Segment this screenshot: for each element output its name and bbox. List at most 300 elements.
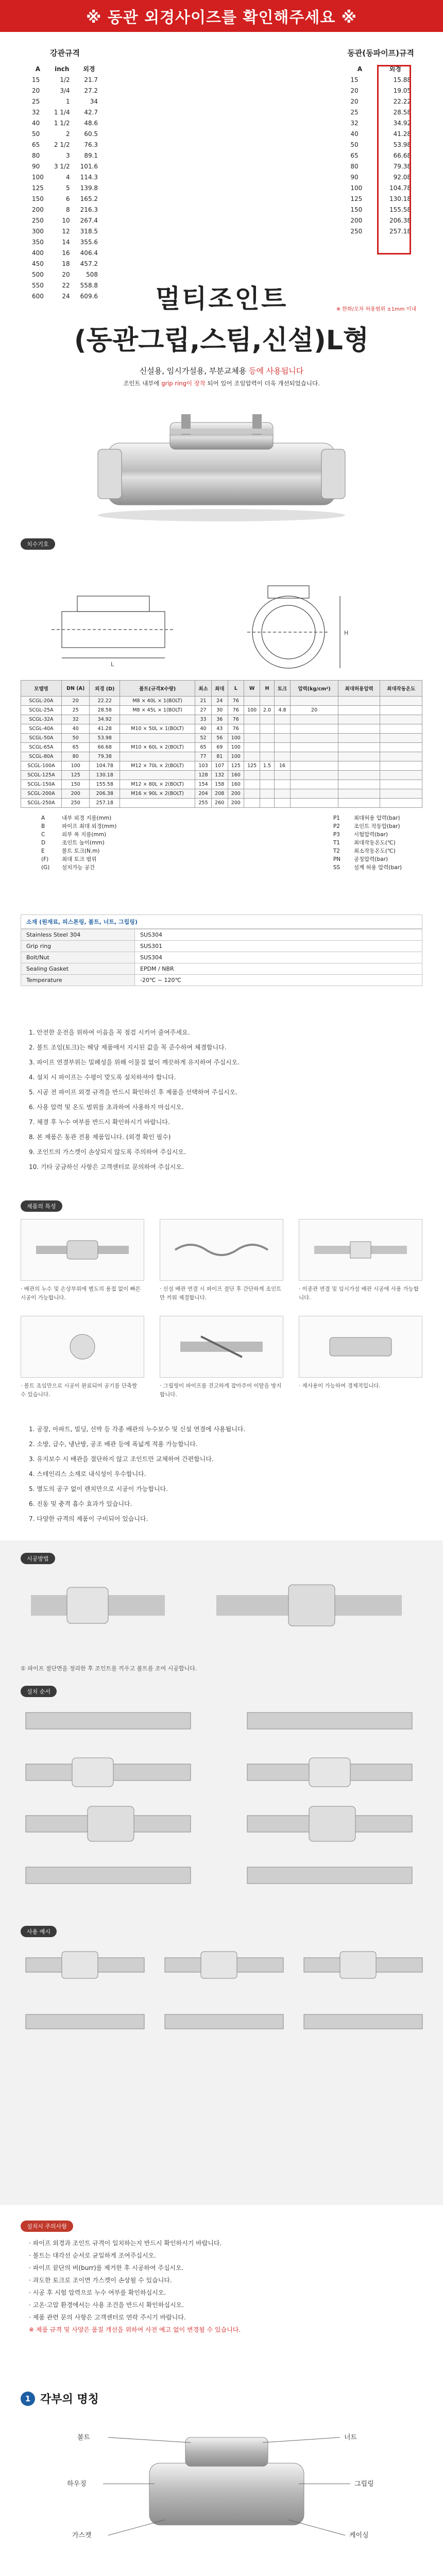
install-caption-4: · 볼트 조임만으로 시공이 완료되어 공기를 단축할 수 있습니다. [21, 1383, 138, 1398]
spec-cell [244, 724, 260, 734]
spec-cell: 28.58 [90, 706, 120, 715]
steel-cell: 89.1 [84, 151, 98, 159]
spec-cell: 41.28 [90, 724, 120, 734]
steel-row [27, 74, 103, 85]
feature-item: 1. 공장, 아파트, 빌딩, 선박 등 각종 배관의 누수보수 및 신설 연결에 사용됩니다. [29, 1426, 246, 1433]
feature-item: 5. 별도의 공구 없이 렌치만으로 시공이 가능합니다. [29, 1485, 168, 1493]
symbol-desc: 최소작동온도(℃) [353, 848, 396, 854]
spec-cell [380, 706, 422, 715]
steel-cell: 12 [62, 227, 70, 235]
spec-cell: 65 [195, 743, 212, 752]
spec-cell [338, 706, 380, 715]
symbol-desc: 시험압력(bar) [353, 832, 388, 838]
spec-cell: 69 [211, 743, 228, 752]
guide-item: · 파이프 끝단의 버(burr)를 제거한 후 시공하여 주십시오. [29, 2264, 184, 2272]
spec-cell [274, 780, 291, 789]
feature-item: 4. 스테인리스 소재로 내식성이 우수합니다. [29, 1470, 146, 1478]
steel-cell: 450 [32, 260, 44, 267]
spec-cell [291, 743, 338, 752]
copper-cell: 22.22 [393, 97, 411, 105]
usage-step-caption: ① 파이프 절단면을 정리한 후 조인트를 끼우고 볼트를 조여 시공합니다. [21, 1665, 197, 1672]
spec-cell [244, 697, 260, 706]
spec-cell: 2.0 [260, 706, 274, 715]
steel-cell: 609.6 [80, 292, 98, 300]
install-photo-6 [299, 1316, 422, 1378]
spec-cell [274, 697, 291, 706]
spec-cell: SCGL-32A [21, 715, 62, 724]
spec-cell [274, 743, 291, 752]
spec-cell [338, 780, 380, 789]
spec-cell [380, 743, 422, 752]
spec-cell: 24 [211, 697, 228, 706]
steel-cell: 267.4 [80, 216, 98, 224]
spec-cell [120, 715, 195, 724]
spec-cell: 100 [228, 752, 244, 761]
steel-cell: 300 [32, 227, 44, 235]
spec-cell [338, 761, 380, 771]
install-caption-2: · 신설 배관 연결 시 파이프 절단 후 간단하게 조인트만 끼워 체결합니다. [160, 1286, 282, 1301]
copper-cell: 28.58 [393, 108, 411, 116]
steel-cell: 200 [32, 206, 44, 213]
spec-cell: 160 [228, 771, 244, 780]
steel-row [27, 107, 103, 117]
spec-cell: 76 [228, 724, 244, 734]
spec-cell [244, 799, 260, 808]
steel-cell: 21.7 [84, 76, 98, 83]
spec-cell [260, 734, 274, 743]
spec-header-cell: W [244, 681, 260, 697]
steel-cell: 2 1/2 [54, 141, 70, 148]
spec-table-section [0, 680, 443, 808]
product-subtitle: (동관그립,스팀,신설)L형 [74, 325, 369, 356]
material-value: SUS301 [135, 941, 422, 952]
spec-cell [120, 734, 195, 743]
copper-cell: 155.58 [389, 206, 411, 213]
material-key: Temperature [21, 975, 135, 986]
spec-cell [260, 771, 274, 780]
steel-header-row [27, 63, 103, 74]
spec-cell: SCGL-40A [21, 724, 62, 734]
spec-cell [260, 789, 274, 799]
steel-cell: 3 1/2 [54, 162, 70, 170]
spec-cell [380, 697, 422, 706]
spec-cell: 260 [211, 799, 228, 808]
symbol-key: D [41, 840, 46, 846]
feature-item: 7. 다양한 규격의 제품이 구비되어 있습니다. [29, 1515, 148, 1522]
spec-row [21, 715, 422, 724]
spec-cell: 30 [211, 706, 228, 715]
spec-cell: M16 × 90L × 2(BOLT) [120, 789, 195, 799]
copper-cell: 34.92 [393, 119, 411, 127]
material-value: -20℃ ~ 120℃ [135, 975, 422, 986]
copper-cell: 90 [350, 173, 359, 181]
spec-cell [291, 761, 338, 771]
symbols-left [41, 814, 116, 872]
symbol-key: SS [333, 865, 340, 871]
spec-row [21, 752, 422, 761]
spec-cell: M8 × 40L × 1(BOLT) [120, 697, 195, 706]
steel-header-cell: 외경 [83, 65, 95, 73]
symbol-key: B [41, 823, 45, 829]
steel-row [27, 128, 103, 139]
spec-cell: SCGL-100A [21, 761, 62, 771]
steel-cell: 27.2 [84, 87, 98, 94]
steel-size-table [27, 44, 103, 301]
spec-cell: M8 × 45L × 1(BOLT) [120, 706, 195, 715]
copper-cell: 80 [350, 162, 359, 170]
spec-header-cell: 최소 [195, 681, 212, 697]
spec-header-cell: 압력(kg/cm²) [291, 681, 338, 697]
spec-cell: 40 [195, 724, 212, 734]
spec-cell: M12 × 70L × 2(BOLT) [120, 761, 195, 771]
symbols-section [0, 814, 443, 872]
spec-header-cell: 모델명 [21, 681, 62, 697]
copper-header-cell: A [357, 65, 363, 73]
steel-cell: 3/4 [60, 87, 70, 94]
spec-cell [338, 799, 380, 808]
spec-cell: 4.8 [274, 706, 291, 715]
symbol-row [41, 831, 116, 839]
steel-cell: 22 [62, 281, 70, 289]
material-row [21, 975, 422, 986]
symbol-desc: 설계 허용 압력(bar) [353, 865, 402, 871]
spec-row [21, 734, 422, 743]
copper-cell: 65 [350, 151, 359, 159]
steel-row [27, 96, 103, 107]
spec-cell: 255 [195, 799, 212, 808]
spec-cell [338, 715, 380, 724]
symbol-desc: 볼트 토크(N.m) [62, 848, 100, 854]
spec-cell: SCGL-80A [21, 752, 62, 761]
features-list [0, 1422, 443, 1527]
spec-cell [380, 780, 422, 789]
spec-cell: 158 [211, 780, 228, 789]
spec-cell: 81 [211, 752, 228, 761]
symbol-desc: 최대허용 압력(bar) [353, 815, 400, 821]
steel-table-title: 강관규격 [50, 48, 80, 58]
steel-cell: 125 [32, 184, 44, 192]
banner-text: ※ 동관 외경사이즈를 확인해주세요 ※ [86, 9, 357, 27]
copper-cell: 125 [350, 195, 363, 202]
svg-text:H: H [344, 630, 349, 636]
spec-cell [291, 752, 338, 761]
symbol-key: P1 [333, 815, 340, 821]
steel-cell: 165.2 [80, 195, 98, 202]
spec-cell [291, 697, 338, 706]
spec-cell [338, 771, 380, 780]
spec-cell [380, 799, 422, 808]
usage-examples-diagram [0, 1937, 443, 2071]
material-key: Sealing Gasket [21, 963, 135, 975]
svg-text:L: L [111, 661, 114, 668]
spec-cell [380, 752, 422, 761]
size-tables [0, 32, 443, 301]
steel-cell: 60.5 [84, 130, 98, 138]
steel-cell: 20 [62, 270, 70, 278]
steel-row [27, 150, 103, 161]
spec-cell: 155.58 [90, 780, 120, 789]
spec-row [21, 724, 422, 734]
material-row [21, 941, 422, 952]
symbol-desc: 설치가능 공간 [62, 865, 95, 871]
steel-cell: 6 [66, 195, 70, 202]
steel-cell: 2 [66, 130, 70, 138]
parts-diagram [0, 2406, 443, 2571]
guide-item: · 볼트는 대각선 순서로 균일하게 조여주십시오. [29, 2252, 156, 2259]
note-item: 6. 사용 압력 및 온도 범위를 초과하여 사용하지 마십시오. [29, 1104, 184, 1111]
steel-cell: 34 [90, 97, 98, 105]
spec-cell [291, 771, 338, 780]
dimension-label: 치수기호 [21, 538, 55, 550]
spec-cell: 200 [228, 789, 244, 799]
steel-cell: 48.6 [84, 119, 98, 127]
symbol-row [333, 847, 402, 855]
spec-cell [274, 724, 291, 734]
materials-header: 소재 (원재료, 피스톤링, 볼트, 너트, 그립링) [21, 915, 422, 929]
dimension-drawing [0, 555, 443, 684]
steel-cell: 32 [32, 108, 40, 116]
spec-cell [244, 743, 260, 752]
steel-cell: 400 [32, 249, 44, 257]
material-row [21, 929, 422, 941]
copper-cell: 41.28 [393, 130, 411, 138]
steel-cell: 25 [32, 97, 40, 105]
steel-cell: 355.6 [80, 238, 98, 246]
symbol-key: A [41, 815, 45, 821]
symbol-key: T2 [333, 848, 340, 854]
spec-cell: SCGL-25A [21, 706, 62, 715]
steel-row [27, 247, 103, 258]
usage-step-diagram [0, 1564, 443, 1662]
spec-cell: 20 [61, 697, 90, 706]
spec-cell: 200 [228, 799, 244, 808]
guide-section [0, 2221, 443, 2336]
steel-cell: 550 [32, 281, 44, 289]
usage-header-3: 사용 예시 [21, 1926, 57, 1937]
copper-cell: 50 [350, 141, 359, 148]
spec-cell [260, 752, 274, 761]
spec-cell: 21 [195, 697, 212, 706]
spec-cell: 107 [211, 761, 228, 771]
symbol-row [333, 839, 402, 847]
feature-item: 3. 유지보수 시 배관을 절단하지 않고 조인트만 교체하여 간편합니다. [29, 1455, 214, 1463]
spec-cell: 125 [61, 771, 90, 780]
copper-cell: 25 [350, 108, 359, 116]
product-title-block [0, 278, 443, 387]
install-photo-3 [299, 1219, 422, 1281]
symbol-key: P2 [333, 823, 340, 829]
part-label-1: 너트 [344, 2434, 357, 2442]
spec-cell [274, 734, 291, 743]
spec-cell: 204 [195, 789, 212, 799]
steel-row [27, 226, 103, 236]
steel-cell: 216.3 [80, 206, 98, 213]
steel-row [27, 85, 103, 96]
spec-cell: 104.78 [90, 761, 120, 771]
symbol-key: C [41, 832, 45, 838]
spec-cell: SCGL-200A [21, 789, 62, 799]
steel-cell: 90 [32, 162, 40, 170]
material-key: Grip ring [21, 941, 135, 952]
note-item: 7. 체결 후 누수 여부를 반드시 확인하시기 바랍니다. [29, 1118, 170, 1126]
parts-title: 각부의 명칭 [40, 2393, 99, 2406]
install-caption-6: · 재사용이 가능하여 경제적입니다. [299, 1383, 381, 1389]
spec-cell: 76 [228, 706, 244, 715]
guide-red-line: ※ 제품 규격 및 사양은 품질 개선을 위하여 사전 예고 없이 변경될 수 있습니다. [29, 2326, 241, 2333]
spec-cell [274, 799, 291, 808]
usage-header-2: 설치 순서 [21, 1686, 57, 1697]
spec-cell: 20 [291, 706, 338, 715]
steel-cell: 24 [62, 292, 70, 300]
spec-cell: SCGL-250A [21, 799, 62, 808]
steel-cell: 1 1/2 [54, 119, 70, 127]
spec-cell [244, 715, 260, 724]
parts-heading [0, 2391, 443, 2406]
note-item: 3. 파이프 연결부위는 밀폐성을 위해 이물질 없이 깨끗하게 유지하여 주십시오. [29, 1059, 240, 1066]
material-row [21, 952, 422, 963]
spec-cell: 100 [61, 761, 90, 771]
steel-cell: 150 [32, 195, 44, 202]
copper-table-wrap [345, 44, 416, 301]
spec-cell: 130.18 [90, 771, 120, 780]
steel-cell: 600 [32, 292, 44, 300]
symbol-row [41, 822, 116, 831]
spec-cell: 52 [195, 734, 212, 743]
part-label-3: 그립링 [354, 2480, 374, 2488]
spec-cell: 76 [228, 715, 244, 724]
symbol-row [41, 855, 116, 863]
symbol-desc: 내부 외경 지름(mm) [62, 815, 112, 821]
steel-cell: 40 [32, 119, 40, 127]
steel-cell: 65 [32, 141, 40, 148]
guide-item: · 제품 관련 문의 사항은 고객센터로 연락 주시기 바랍니다. [29, 2314, 186, 2321]
symbol-desc: 조인트 작동압(bar) [353, 823, 400, 829]
spec-cell: 53.98 [90, 734, 120, 743]
symbols-right [333, 814, 402, 872]
steel-cell: 50 [32, 130, 40, 138]
spec-cell: 25 [61, 706, 90, 715]
spec-cell [274, 715, 291, 724]
note-item: 10. 기타 궁금하신 사항은 고객센터로 문의하여 주십시오. [29, 1163, 184, 1171]
steel-row [27, 117, 103, 128]
copper-cell: 200 [350, 216, 363, 224]
spec-cell [291, 799, 338, 808]
steel-row [27, 215, 103, 226]
symbol-row [333, 822, 402, 831]
spec-cell [338, 734, 380, 743]
steel-cell: 558.8 [80, 281, 98, 289]
copper-cell: 206.38 [389, 216, 411, 224]
install-caption-3: · 이종관 연결 및 임시가설 배관 시공에 사용 가능합니다. [299, 1286, 419, 1301]
install-grid-row1 [0, 1219, 443, 1302]
spec-header-cell: 최대작동온도 [380, 681, 422, 697]
spec-cell [380, 734, 422, 743]
spec-cell [120, 799, 195, 808]
spec-cell: 1.5 [260, 761, 274, 771]
spec-cell [260, 780, 274, 789]
spec-cell [380, 724, 422, 734]
symbol-desc: 최대작동온도(℃) [353, 840, 396, 846]
steel-cell: 1/2 [60, 76, 70, 83]
install-grid-row2 [0, 1316, 443, 1399]
usage-section [0, 1540, 443, 2205]
spec-cell [274, 789, 291, 799]
usage-sequence-diagram [0, 1697, 443, 1919]
steel-cell: 500 [32, 270, 44, 278]
steel-cell: 76.3 [84, 141, 98, 148]
steel-cell: 20 [32, 87, 40, 94]
material-value: SUS304 [135, 929, 422, 941]
spec-cell: 77 [195, 752, 212, 761]
spec-cell: 22.22 [90, 697, 120, 706]
steel-cell: 350 [32, 238, 44, 246]
spec-cell [380, 789, 422, 799]
spec-cell: 128 [195, 771, 212, 780]
parts-number: 1 [21, 2392, 35, 2406]
spec-cell: SCGL-50A [21, 734, 62, 743]
spec-cell [260, 724, 274, 734]
note-item: 4. 설치 시 파이프는 수평이 맞도록 설치하셔야 합니다. [29, 1074, 176, 1081]
spec-cell: 100 [228, 734, 244, 743]
steel-cell: 14 [62, 238, 70, 246]
symbol-row [333, 863, 402, 872]
steel-row [27, 139, 103, 150]
note-item: 2. 볼트 조임(토크)는 해당 제품에서 지시된 값을 꼭 준수하여 체결합니다. [29, 1044, 227, 1051]
install-header: 제품의 특성 [21, 1200, 62, 1212]
spec-cell [338, 752, 380, 761]
spec-header-cell: 토크 [274, 681, 291, 697]
steel-cell: 42.7 [84, 108, 98, 116]
spec-cell: 33 [195, 715, 212, 724]
lead-text: 신설용, 임시가설용, 부분교체용 [139, 366, 247, 376]
install-caption-1: · 배관의 누수 및 손상부위에 별도의 용접 없이 빠른 시공이 가능합니다. [21, 1286, 141, 1301]
symbol-desc: 조인트 높이(mm) [62, 840, 105, 846]
spec-cell: 125 [228, 761, 244, 771]
copper-cell: 130.18 [389, 195, 411, 202]
steel-cell: 100 [32, 173, 44, 181]
spec-cell [260, 715, 274, 724]
steel-cell: 250 [32, 216, 44, 224]
product-sub [0, 379, 443, 387]
sub-pre: 조인트 내부에 [123, 380, 160, 387]
steel-cell: 16 [62, 249, 70, 257]
material-value: EPDM / NBR [135, 963, 422, 975]
symbol-key: E [41, 848, 45, 854]
feature-item: 2. 소방, 급수, 냉난방, 공조 배관 등에 폭넓게 적용 가능합니다. [29, 1440, 198, 1448]
spec-cell: 50 [61, 734, 90, 743]
joint-product-image [0, 407, 443, 526]
install-section [0, 1200, 443, 1399]
symbol-key: PN [333, 856, 341, 862]
copper-cell: 53.98 [393, 141, 411, 148]
spec-cell: 150 [61, 780, 90, 789]
copper-cell: 92.08 [393, 173, 411, 181]
symbol-row [41, 814, 116, 822]
product-photo [0, 407, 443, 526]
steel-cell: 5 [66, 184, 70, 192]
steel-header-cell: inch [55, 65, 70, 73]
steel-cell: 4 [66, 173, 70, 181]
spec-cell: M10 × 60L × 2(BOLT) [120, 743, 195, 752]
spec-row [21, 799, 422, 808]
spec-cell [380, 761, 422, 771]
spec-cell [244, 780, 260, 789]
install-photo-4 [21, 1316, 144, 1378]
symbol-desc: 공칭압력(bar) [353, 856, 388, 862]
copper-cell: 100 [350, 184, 363, 192]
spec-cell: 100 [228, 743, 244, 752]
spec-header-cell: L [228, 681, 244, 697]
